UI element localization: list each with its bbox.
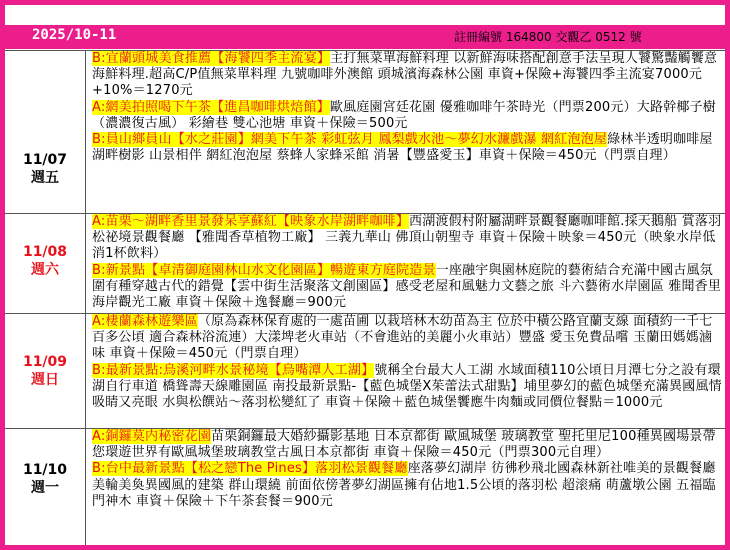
entry-body: 座落夢幻湖岸 彷彿秒飛北國森林新社唯美的景觀餐廳美輪美奐異國風的建築 群山環繞 前面依傍著夢幻湖區擁有佔地1.5公頃的落羽松 超滚痛 萌蘆墩公園 五福臨門神木 車資＋保險＋下午茶套餐＝900元	[92, 461, 716, 509]
itinerary-entry	[92, 51, 722, 100]
day-label	[5, 151, 85, 187]
day-content	[92, 214, 722, 312]
entry-body: 一座融宇與園林庭院的藝術結合充滿中國古風氛圍有種穿越古代的錯覺【雲中街生活聚落文創園區】感受老屋和風魅力文藝之旅 斗六藝術水岸園區 雅聞香里海岸觀光工廠 車資＋保險＋逸餐廳＝900元	[92, 262, 722, 311]
day-date: 11/08	[22, 244, 68, 260]
entry-title: A:苗栗～湖畔香里景發呆享蘇紅【映象水岸湖畔咖啡】	[92, 214, 410, 229]
day-date: 11/10	[22, 462, 68, 478]
itinerary-entry	[92, 429, 722, 461]
entry-title: B:宜蘭頭城美食推薦【海饕四季主流宴】	[92, 51, 331, 66]
day-date: 11/07	[22, 152, 68, 168]
day-label	[5, 353, 85, 389]
day-content	[92, 429, 722, 544]
day-weekday: 週六	[31, 262, 59, 278]
day-content	[92, 51, 722, 212]
entry-body: 號稱全台最大人工湖 水域面積110公頃日月潭七分之設有環湖自行車道 橋聳壽天線雕園區 南投最新景點-【藍色城堡X茱蕾法式甜點】埔里夢幻的藍色城堡充滿異國風情吸睛又亮眼 水與松饌站～落羽松變紅了 車資＋保險＋藍色城堡饗應牛肉麵或同價位餐點＝1000元	[92, 362, 722, 411]
day-content	[92, 314, 722, 427]
itinerary-entry	[92, 314, 722, 363]
day-weekday: 週一	[31, 480, 59, 496]
entry-title: B:台中最新景點【松之戀The Pines】落羽松景觀餐廳	[92, 461, 408, 477]
entry-title: A:網美拍照喝下午茶【進昌咖啡烘焙館】	[92, 99, 330, 115]
registration-number: 註冊編號 164800 交觀乙 0512 號	[454, 30, 642, 44]
entry-body: 西湖渡假村附屬湖畔景觀餐廳咖啡館.採天鵝船 賞落羽松祕境景觀餐廳 【雅聞香草植物工廠】 三義九華山 佛頂山朝聖寺 車資＋保險＋映象＝450元（映象水岸低消1杯飲料）	[92, 214, 722, 262]
day-label	[5, 461, 85, 497]
entry-title: A:棲蘭森林遊樂區	[92, 314, 198, 329]
header-date: 2025/10-11	[32, 27, 117, 43]
itinerary-entry	[92, 132, 722, 164]
itinerary-entry	[92, 461, 722, 510]
itinerary-entry	[92, 263, 722, 312]
entry-title: B:新景點【卓清御庭園林山水文化園區】暢遊東方庭院造景	[92, 262, 436, 278]
itinerary-entry	[92, 100, 722, 132]
column-divider	[85, 50, 86, 545]
entry-body: （原為森林保育處的一處苗圃 以栽培林木幼苗為主 位於中橫公路宜蘭支線 面積約一千七百多公頃 適合森林浴流連）大漾埤老火車站（不會進站的美麗小火車站）豐盛 愛玉免費品嚐 玉蘭田媽媽滷味 車資＋保險＝450元（門票自理）	[92, 314, 713, 362]
day-date: 11/09	[22, 354, 68, 370]
entry-title: B:最新景點:烏溪河畔水景秘境【烏嘴潭人工湖】	[92, 362, 375, 378]
itinerary-entry	[92, 214, 722, 263]
day-weekday: 週日	[31, 372, 59, 388]
entry-body: 歐風庭園宮廷花園 優雅咖啡午茶時光（門票200元）大路幹椰子樹（濃濃復古風） 彩繪巷 雙心池塘 車資＋保險＝500元	[92, 99, 717, 131]
entry-body: 綠林半透明咖啡屋 湖畔樹影 山景相伴 網紅泡泡屋 蔡蜂人家蜂采館 消暑【豐盛愛玉】車資＋保險＝450元（門票自理）	[92, 132, 713, 164]
day-label	[5, 243, 85, 279]
itinerary-entry	[92, 363, 722, 412]
entry-body: 主打無菜單海鮮料理 以新鮮海味搭配創意手法呈現人饕驚豔觸饗意海鮮料理.超高C/P值無菜單料理 九號咖啡外澳館 頭城濱海森林公園 車資+保險+海饕四季主流宴7000元+10%＝1270元	[92, 51, 718, 99]
entry-body: 苗栗銅鑼最大婚紗攝影基地 日本京都街 歐風城堡 玻璃教堂 聖托里尼100種異國場景帶您環遊世界有歐風城堡玻璃教堂古風日本京都街 車資＋保險＝450元（門票300元自理）	[92, 429, 716, 461]
entry-title: A:銅鑼莫内秘密花園	[92, 429, 212, 444]
entry-title: B:員山鄉員山【水之莊園】網美下午茶 彩虹弦月 鳳梨戲水池～夢幻水濂戲瀑 網紅泡泡屋	[92, 132, 608, 148]
day-weekday: 週五	[31, 170, 59, 186]
